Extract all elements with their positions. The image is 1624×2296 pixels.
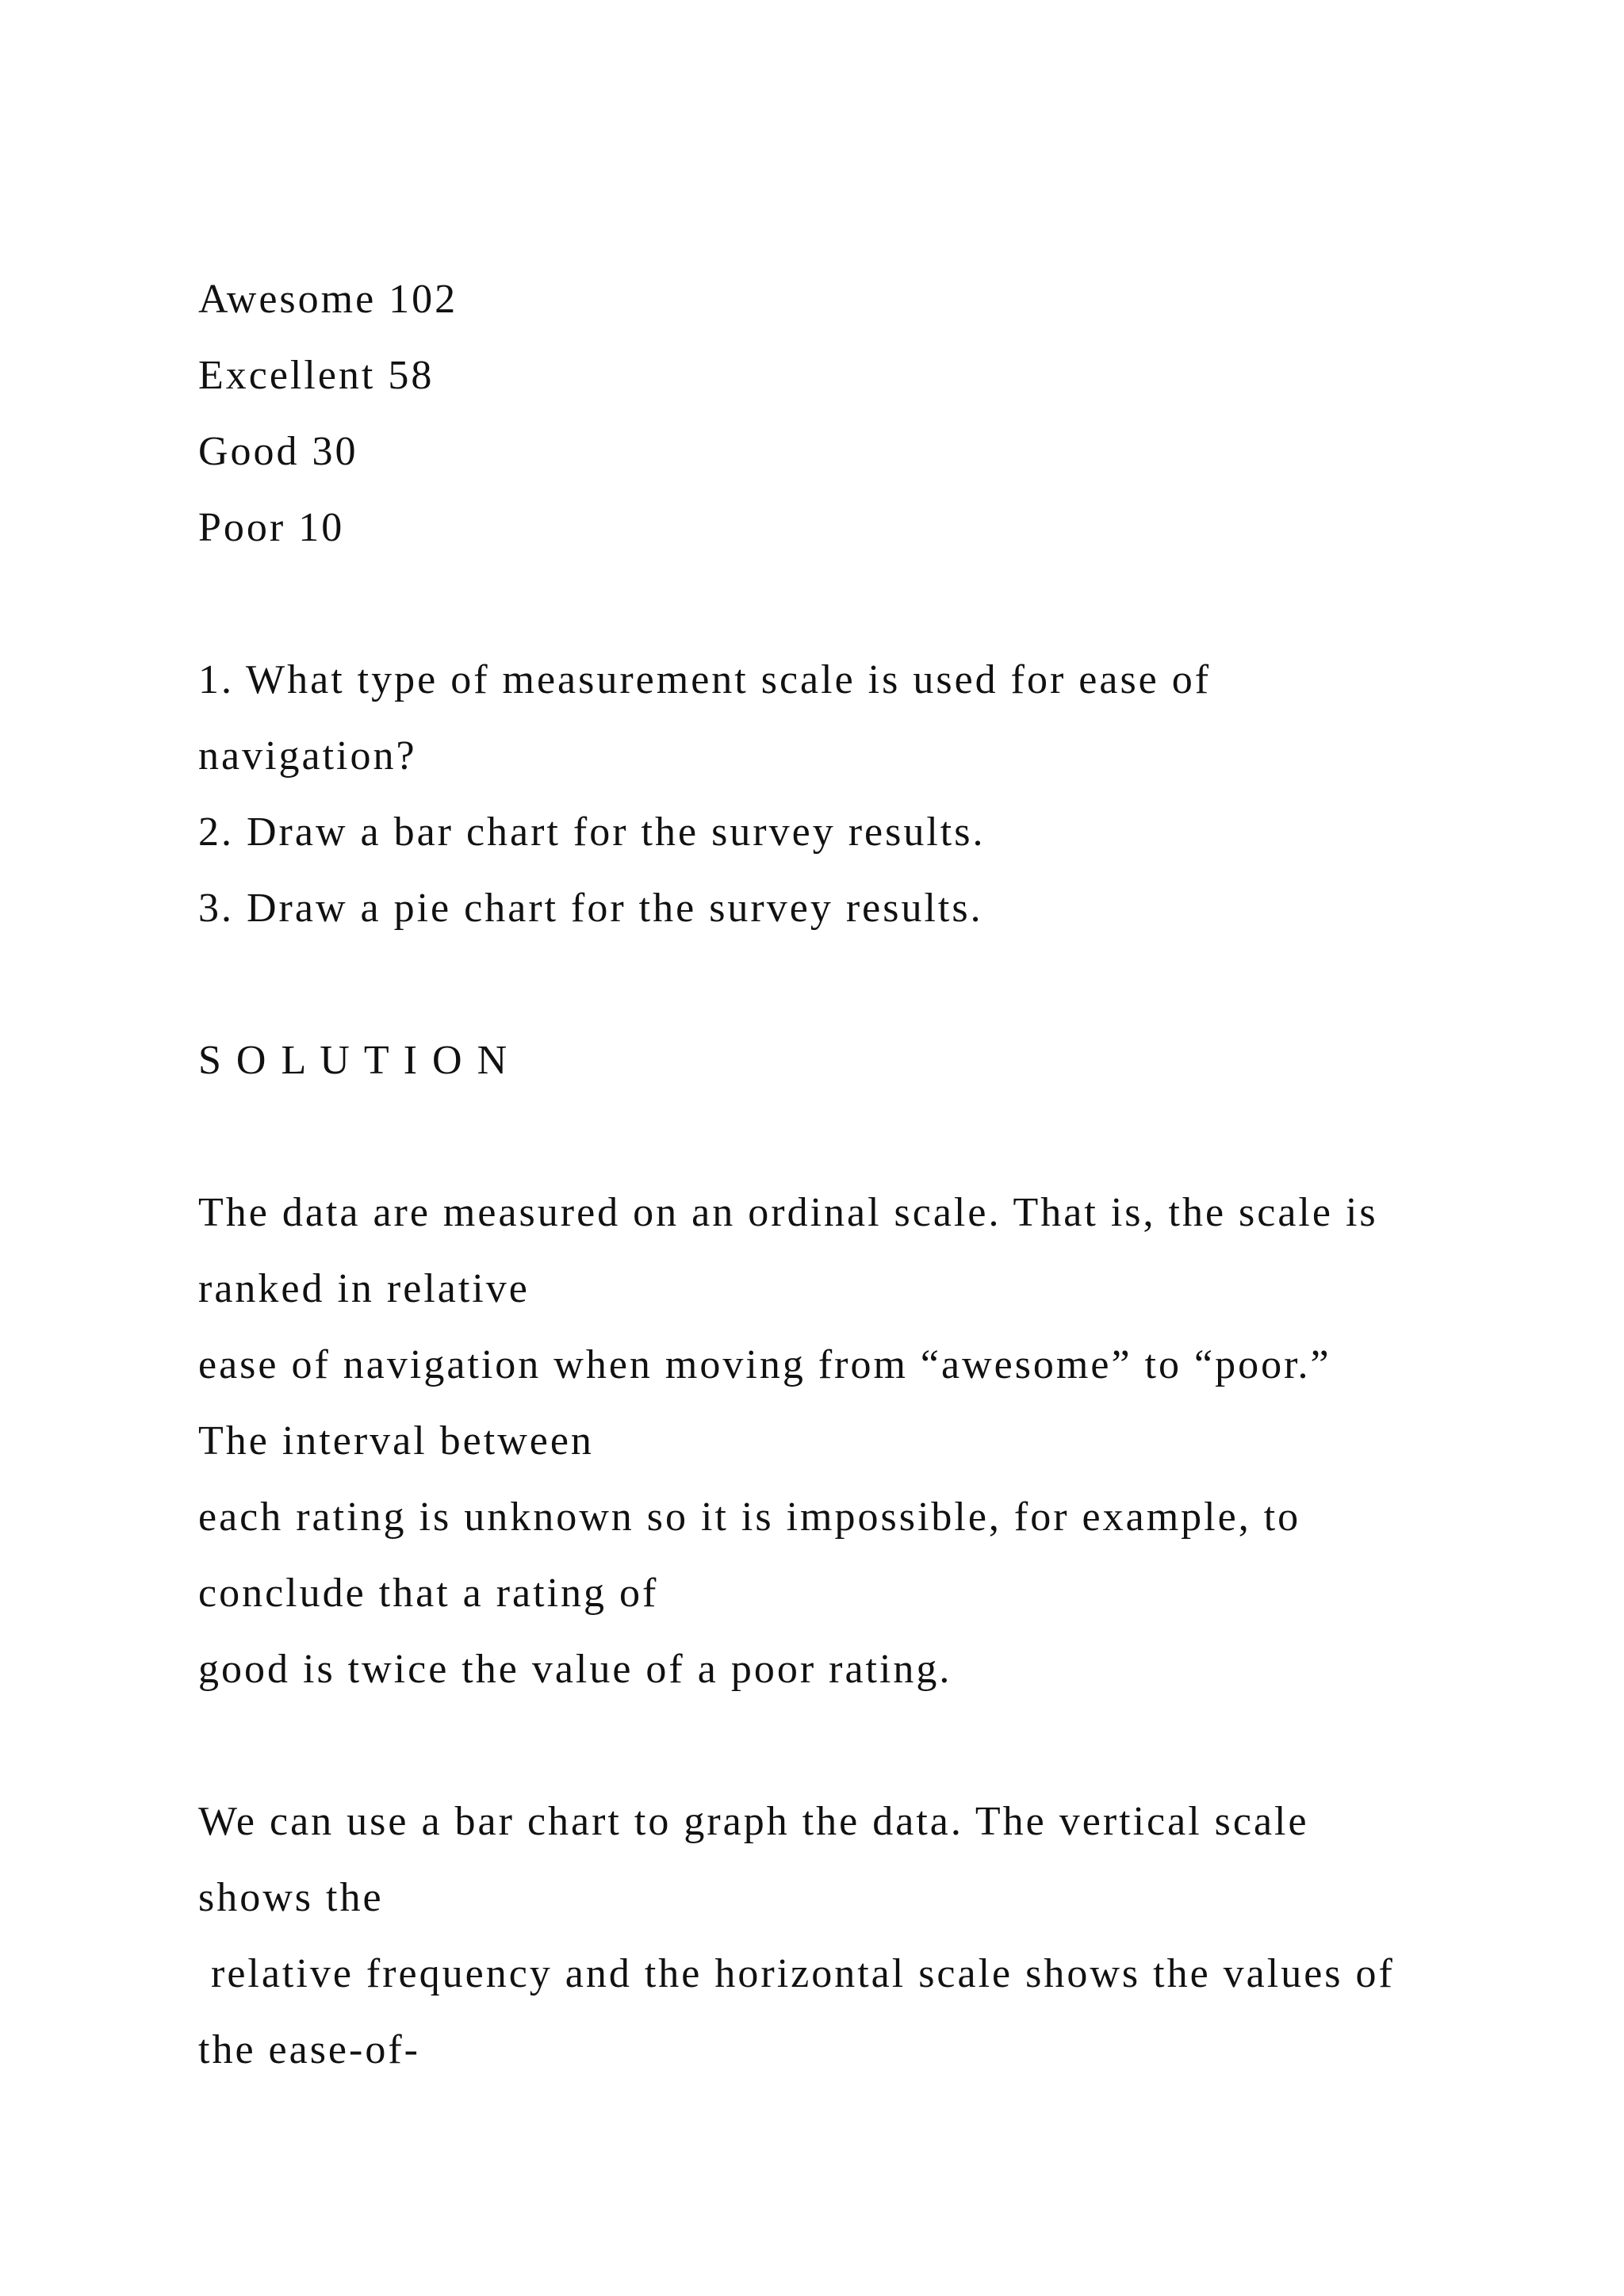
paragraph-line: We can use a bar chart to graph the data. The vertical scale xyxy=(198,1799,1309,1844)
rating-awesome: Awesome 102 xyxy=(198,277,458,322)
paragraph-line: ranked in relative xyxy=(198,1266,530,1311)
spacer xyxy=(198,1099,1499,1175)
paragraph-line: The data are measured on an ordinal scale. That is, the scale is xyxy=(198,1190,1378,1235)
paragraph-line: the ease-of- xyxy=(198,2027,420,2072)
spacer xyxy=(198,947,1499,1023)
rating-good: Good 30 xyxy=(198,429,358,474)
paragraph-line: relative frequency and the horizontal scale shows the values of xyxy=(198,1951,1395,1996)
document-body xyxy=(198,262,1499,2088)
solution-paragraph-1 xyxy=(198,1175,1499,1708)
questions-list xyxy=(198,642,1499,947)
paragraph-line: shows the xyxy=(198,1875,384,1920)
question-2: 2. Draw a bar chart for the survey results. xyxy=(198,809,986,855)
paragraph-line: conclude that a rating of xyxy=(198,1571,659,1616)
paragraph-line: good is twice the value of a poor rating. xyxy=(198,1647,952,1692)
solution-paragraph-2 xyxy=(198,1784,1499,2088)
question-1-line-2: navigation? xyxy=(198,733,417,779)
paragraph-line: ease of navigation when moving from “awesome” to “poor.” xyxy=(198,1342,1331,1387)
rating-excellent: Excellent 58 xyxy=(198,353,435,398)
solution-heading: S O L U T I O N xyxy=(198,1038,510,1083)
spacer xyxy=(198,1708,1499,1784)
spacer xyxy=(198,566,1499,642)
question-3: 3. Draw a pie chart for the survey results. xyxy=(198,886,983,931)
question-1-line-1: 1. What type of measurement scale is used for ease of xyxy=(198,657,1212,702)
ratings-list xyxy=(198,262,1499,566)
rating-poor: Poor 10 xyxy=(198,505,345,550)
paragraph-line: each rating is unknown so it is impossible, for example, to xyxy=(198,1494,1301,1540)
paragraph-line: The interval between xyxy=(198,1418,594,1464)
